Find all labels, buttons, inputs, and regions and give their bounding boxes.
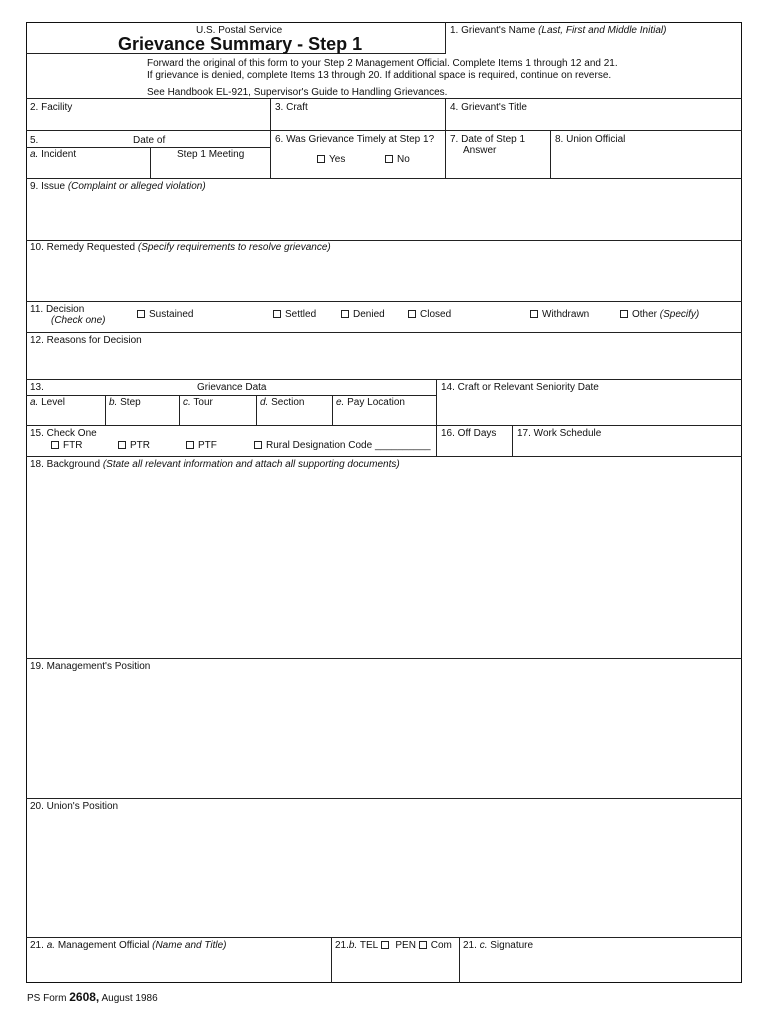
field-13a-text: Level [41, 397, 66, 408]
ptr-checkbox[interactable] [118, 441, 126, 449]
decision-other[interactable] [620, 309, 699, 320]
ptr-label: PTR [130, 440, 150, 451]
denied-label: Denied [353, 309, 385, 320]
field-11-decision: 11. Decision [30, 304, 85, 315]
field-9-text: 9. Issue [30, 181, 66, 192]
closed-label: Closed [420, 309, 452, 320]
field-16-off-days[interactable]: 16. Off Days [441, 428, 497, 439]
vrule-13a [105, 395, 106, 425]
other-hint: (Specify) [659, 309, 700, 320]
footer-form-number: 2608, [69, 990, 100, 1004]
rule-row5 [26, 130, 742, 131]
rule-row11 [26, 301, 742, 302]
field-5a-incident[interactable] [30, 149, 76, 160]
field-6-timely: 6. Was Grievance Timely at Step 1? [275, 134, 435, 145]
settled-checkbox[interactable] [273, 310, 281, 318]
pen-label: PEN [395, 940, 416, 951]
form-title: Grievance Summary - Step 1 [118, 34, 363, 54]
vrule-16-17 [512, 425, 513, 456]
field-2-facility[interactable]: 2. Facility [30, 102, 73, 113]
field-9-hint: (Complaint or alleged violation) [67, 181, 206, 192]
decision-denied[interactable] [341, 309, 385, 320]
vrule-13d [332, 395, 333, 425]
rule-row18 [26, 456, 742, 457]
ptf-label: PTF [198, 440, 217, 451]
field-13-number: 13. [30, 382, 44, 393]
rule-row15 [26, 425, 742, 426]
instruction-line-1: Forward the original of this form to your Step 2 Management Official. Complete Items 1 through 12 and 21. [147, 58, 618, 69]
rule-row10 [26, 240, 742, 241]
vrule-2-3 [270, 98, 271, 178]
rule-13-sub [26, 395, 436, 396]
field-5a-text: Incident [41, 149, 77, 160]
option-rural[interactable] [254, 440, 431, 451]
field-19-management-position[interactable]: 19. Management's Position [30, 661, 151, 672]
field-21b-letter: b. [348, 940, 358, 951]
decision-settled[interactable] [273, 309, 316, 320]
ftr-checkbox[interactable] [51, 441, 59, 449]
tel-checkbox[interactable] [381, 941, 389, 949]
field-9-issue[interactable] [30, 181, 206, 192]
field-21b-phone-type [335, 940, 452, 951]
field-1-text: 1. Grievant's Name [450, 25, 536, 36]
field-21c-letter: c. [479, 940, 488, 951]
com-label: Com [430, 940, 452, 951]
rule-row19 [26, 658, 742, 659]
rule-row12 [26, 332, 742, 333]
field-14-seniority[interactable]: 14. Craft or Relevant Seniority Date [441, 382, 599, 393]
vrule-7-8 [550, 130, 551, 178]
field-21a-num: 21. [30, 940, 44, 951]
rural-checkbox[interactable] [254, 441, 262, 449]
option-ptr[interactable] [118, 440, 150, 451]
field-5-date-of: Date of [133, 135, 166, 146]
field-15-check-one: 15. Check One [30, 428, 97, 439]
withdrawn-label: Withdrawn [542, 309, 590, 320]
rule-5-sub [26, 147, 271, 148]
vrule-13c [256, 395, 257, 425]
field-21c-signature[interactable] [463, 940, 533, 951]
rule-row2 [26, 98, 742, 99]
field-21c-num: 21. [463, 940, 477, 951]
rule-row20 [26, 798, 742, 799]
yes-checkbox[interactable] [317, 155, 325, 163]
field-13c-text: Tour [193, 397, 213, 408]
field-13e-pay-location[interactable] [336, 397, 405, 408]
field-21a-text: Management Official [57, 940, 150, 951]
field-5-number: 5. [30, 135, 39, 146]
field-13b-text: Step [120, 397, 141, 408]
field-1-label[interactable] [450, 25, 666, 36]
decision-sustained[interactable] [137, 309, 193, 320]
footer-ps-form: PS Form [27, 993, 67, 1004]
field-21a-letter: a. [46, 940, 56, 951]
closed-checkbox[interactable] [408, 310, 416, 318]
vrule-header [445, 22, 446, 53]
option-ptf[interactable] [186, 440, 217, 451]
vrule-21a [331, 937, 332, 983]
field-13d-letter: d. [260, 397, 269, 408]
field-21a-management-official[interactable] [30, 940, 227, 951]
denied-checkbox[interactable] [341, 310, 349, 318]
field-13d-section[interactable] [260, 397, 304, 408]
vrule-13-14 [436, 379, 437, 425]
rule-row21 [26, 937, 742, 938]
field-1-hint: (Last, First and Middle Initial) [538, 25, 667, 36]
field-10-remedy[interactable] [30, 242, 331, 253]
field-7-line1[interactable]: 7. Date of Step 1 [450, 134, 526, 145]
field-8-union-official[interactable]: 8. Union Official [555, 134, 626, 145]
field-13e-text: Pay Location [347, 397, 405, 408]
decision-withdrawn[interactable] [530, 309, 589, 320]
field-5a-letter: a. [30, 149, 39, 160]
field-13d-text: Section [271, 397, 305, 408]
field-17-work-schedule[interactable]: 17. Work Schedule [517, 428, 602, 439]
agency-name: U.S. Postal Service [196, 25, 283, 36]
instruction-line-2: If grievance is denied, complete Items 13 through 20. If additional space is required, continue on reverse. [147, 70, 612, 81]
field-13c-tour[interactable] [183, 397, 213, 408]
field-13a-level[interactable] [30, 397, 65, 408]
sustained-checkbox[interactable] [137, 310, 145, 318]
field-13b-letter: b. [109, 397, 118, 408]
rural-label: Rural Designation Code __________ [266, 440, 431, 451]
field-13c-letter: c. [183, 397, 191, 408]
field-13a-letter: a. [30, 397, 39, 408]
vrule-13b [179, 395, 180, 425]
vrule-5a-5b [150, 147, 151, 178]
footer-edition: August 1986 [101, 993, 158, 1004]
form-frame [26, 22, 742, 983]
field-13-title: Grievance Data [197, 382, 267, 393]
other-checkbox[interactable] [620, 310, 628, 318]
rule-row13 [26, 379, 742, 380]
no-checkbox[interactable] [385, 155, 393, 163]
rule-row9 [26, 178, 742, 179]
ptf-checkbox[interactable] [186, 441, 194, 449]
field-18-hint: (State all relevant information and attach all supporting documents) [102, 459, 400, 470]
vrule-15-16 [436, 425, 437, 456]
instruction-line-3: See Handbook EL-921, Supervisor's Guide to Handling Grievances. [147, 87, 448, 98]
field-13b-step[interactable] [109, 397, 141, 408]
field-11-hint: (Check one) [51, 315, 106, 326]
form-footer [27, 990, 158, 1006]
pen-checkbox[interactable] [419, 941, 427, 949]
field-3-craft[interactable]: 3. Craft [275, 102, 308, 113]
field-10-hint: (Specify requirements to resolve grievance) [137, 242, 331, 253]
field-7-line2: Answer [463, 145, 497, 156]
tel-label: TEL [359, 940, 378, 951]
field-4-title[interactable]: 4. Grievant's Title [450, 102, 527, 113]
field-21a-hint: (Name and Title) [152, 940, 227, 951]
withdrawn-checkbox[interactable] [530, 310, 538, 318]
sustained-label: Sustained [149, 309, 194, 320]
field-12-reasons[interactable]: 12. Reasons for Decision [30, 335, 142, 346]
option-ftr[interactable] [51, 440, 82, 451]
field-21c-text: Signature [490, 940, 534, 951]
yes-label: Yes [329, 154, 346, 165]
decision-closed[interactable] [408, 309, 451, 320]
vrule-3-4 [445, 98, 446, 178]
other-label: Other [632, 309, 658, 320]
field-6-yes-option[interactable] [317, 154, 345, 165]
field-6-no-option[interactable] [385, 154, 410, 165]
no-label: No [397, 154, 410, 165]
vrule-21b [459, 937, 460, 983]
field-10-text: 10. Remedy Requested [30, 242, 136, 253]
field-18-background[interactable] [30, 459, 400, 470]
settled-label: Settled [285, 309, 317, 320]
field-20-union-position[interactable]: 20. Union's Position [30, 801, 119, 812]
field-18-text: 18. Background [30, 459, 101, 470]
field-13e-letter: e. [336, 397, 345, 408]
field-21b-num: 21. [335, 940, 349, 951]
ftr-label: FTR [63, 440, 83, 451]
field-5b-step1-meeting[interactable]: Step 1 Meeting [177, 149, 245, 160]
